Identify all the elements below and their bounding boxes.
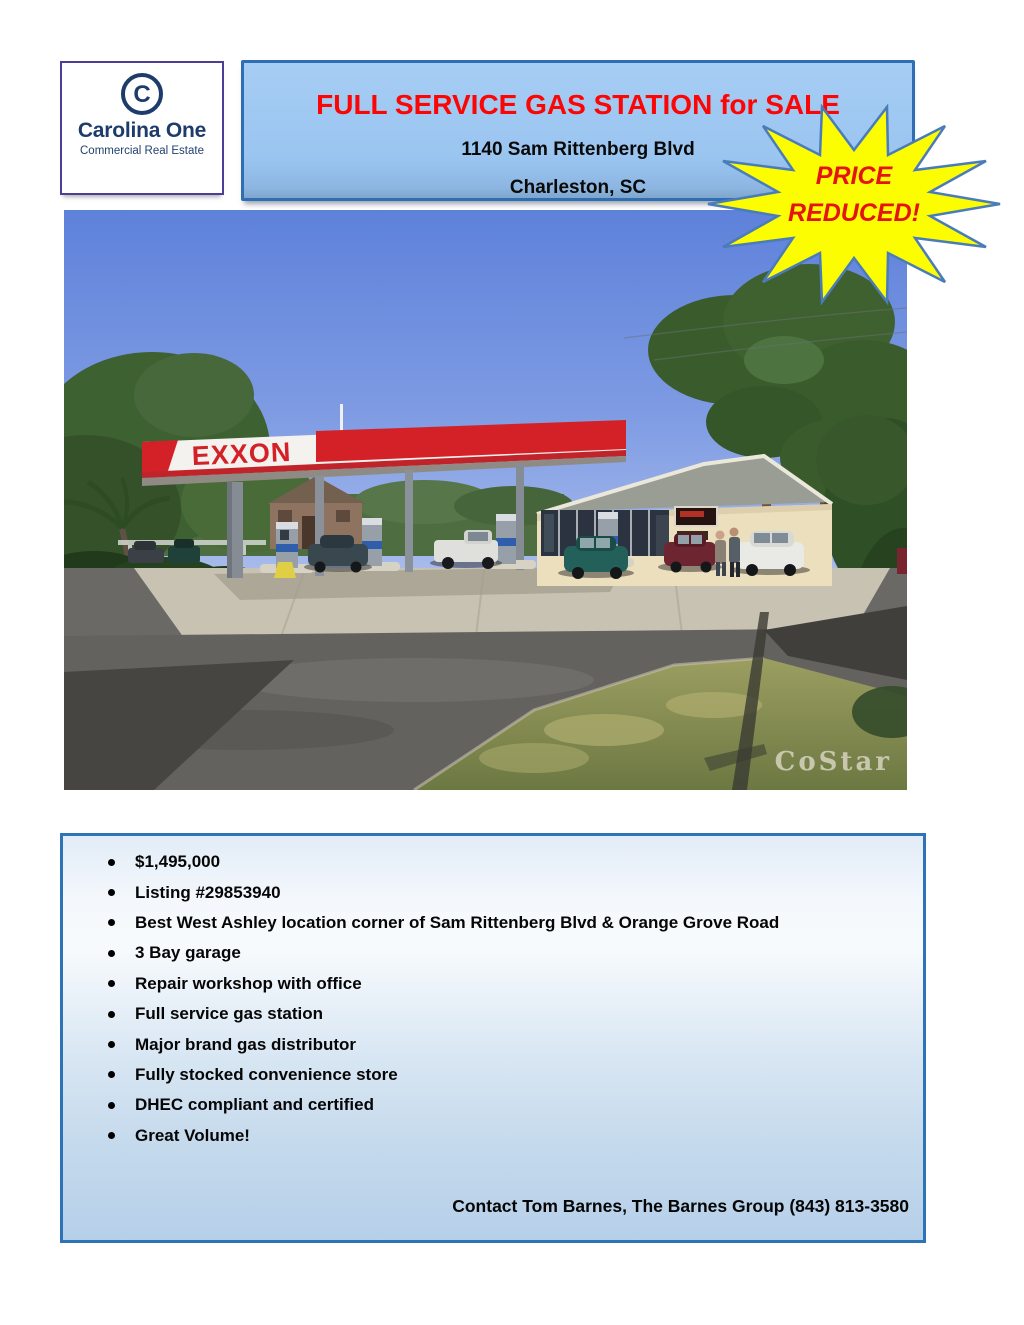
bullet-text: Repair workshop with office	[135, 973, 362, 993]
bullet-icon	[108, 1041, 115, 1048]
address-line-2: Charleston, SC	[509, 177, 647, 198]
logo-letter: C	[133, 81, 151, 108]
bullet-text: 3 Bay garage	[135, 943, 241, 963]
bullet-text: Great Volume!	[135, 1125, 250, 1145]
bullet-icon	[108, 1132, 115, 1139]
price-reduced-badge	[702, 98, 1006, 312]
flyer-title: FULL SERVICE GAS STATION for SALE	[316, 89, 840, 120]
listing-bullet-item	[108, 1029, 923, 1059]
bullet-icon	[108, 859, 115, 866]
bullet-icon	[108, 1102, 115, 1109]
logo-brand-name: Carolina One	[77, 119, 207, 142]
bullet-text: DHEC compliant and certified	[135, 1095, 374, 1115]
brokerage-logo	[60, 61, 224, 195]
listing-bullet-item	[108, 1060, 923, 1090]
bullet-text: Fully stocked convenience store	[135, 1064, 398, 1084]
bullet-text: Full service gas station	[135, 1004, 324, 1024]
bullet-icon	[108, 980, 115, 987]
bullet-icon	[108, 950, 115, 957]
bullet-text: $1,495,000	[135, 852, 221, 872]
address-line-1: 1140 Sam Rittenberg Blvd	[461, 139, 695, 160]
copyright-circle-icon	[119, 71, 165, 117]
canopy-brand-text: EXXON	[191, 436, 292, 472]
bullet-text: Major brand gas distributor	[135, 1034, 357, 1054]
badge-line-1: PRICE	[815, 162, 893, 190]
badge-text	[702, 158, 1006, 232]
listing-bullet-item	[108, 847, 923, 877]
listing-bullet-item	[108, 969, 923, 999]
bullet-text: Best West Ashley location corner of Sam Rittenberg Blvd & Orange Grove Road	[135, 912, 780, 932]
badge-line-2: REDUCED!	[788, 199, 920, 227]
bullet-icon	[108, 919, 115, 926]
bullet-text: Listing #29853940	[135, 882, 281, 902]
bullet-icon	[108, 889, 115, 896]
costar-watermark: CoStar	[774, 747, 892, 777]
listing-bullet-item	[108, 1121, 923, 1151]
logo-tagline: Commercial Real Estate	[80, 145, 204, 157]
listing-bullet-item	[108, 999, 923, 1029]
listing-details	[60, 833, 926, 1243]
listing-bullet-item	[108, 908, 923, 938]
listing-bullet-item	[108, 1090, 923, 1120]
bullet-icon	[108, 1011, 115, 1018]
listing-bullet-item	[108, 938, 923, 968]
listing-bullet-list	[63, 836, 923, 1151]
listing-bullet-item	[108, 877, 923, 907]
bullet-icon	[108, 1071, 115, 1078]
contact-line: Contact Tom Barnes, The Barnes Group (843) 813-3580	[452, 1196, 909, 1216]
